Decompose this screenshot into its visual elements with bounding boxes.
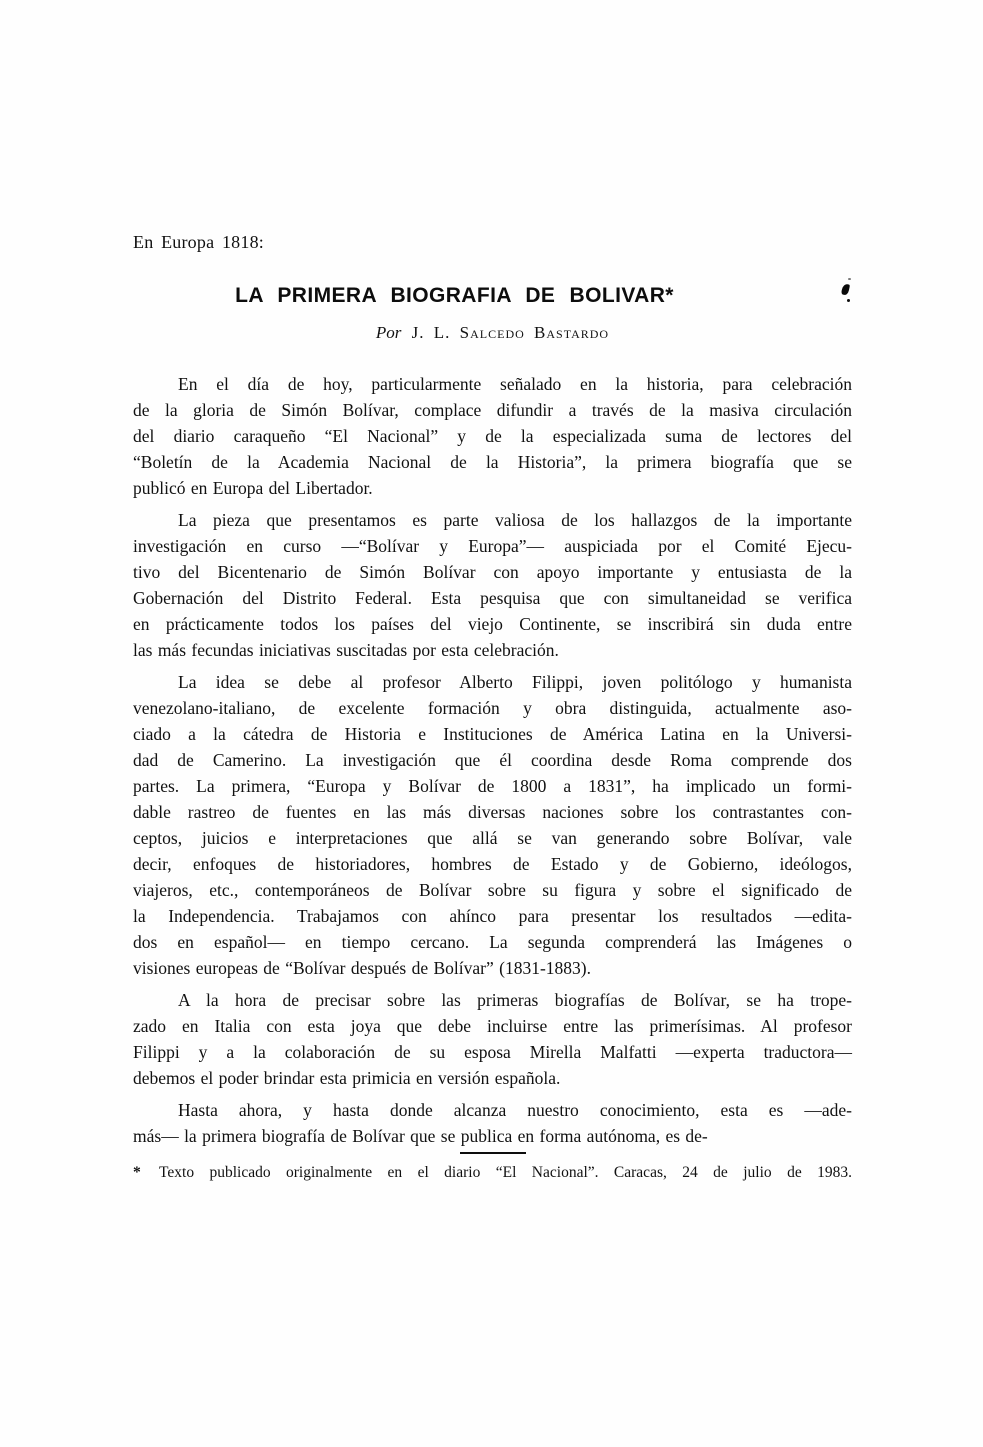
byline-prefix: Por bbox=[375, 323, 402, 342]
text-line: ciado a la cátedra de Historia e Instituciones de América Latina en la Universi- bbox=[133, 724, 852, 744]
paragraph bbox=[133, 1097, 852, 1149]
text-line: Hasta ahora, y hasta donde alcanza nuestro conocimiento, esta es —ade- bbox=[178, 1100, 852, 1120]
text-line: en prácticamente todos los países del viejo Continente, se inscribirá sin duda entre bbox=[133, 614, 852, 634]
text-line: visiones europeas de “Bolívar después de Bolívar” (1831-1883). bbox=[133, 958, 591, 978]
text-line: viajeros, etc., contemporáneos de Bolívar sobre su figura y sobre el significado de bbox=[133, 880, 852, 900]
paragraph bbox=[133, 371, 852, 501]
text-line: En el día de hoy, particularmente señalado en la historia, para celebración bbox=[178, 374, 852, 394]
footnote bbox=[133, 1162, 852, 1184]
text-line: más— la primera biografía de Bolívar que se publica en forma autónoma, es de- bbox=[133, 1126, 708, 1146]
paragraph bbox=[133, 987, 852, 1091]
text-line: dos en español— en tiempo cercano. La segunda comprenderá las Imágenes o bbox=[133, 932, 852, 952]
text-line: La idea se debe al profesor Alberto Filippi, joven politólogo y humanista bbox=[178, 672, 852, 692]
text-line: Gobernación del Distrito Federal. Esta pesquisa que con simultaneidad se verifica bbox=[133, 588, 852, 608]
text-line: debemos el poder brindar esta primicia en versión española. bbox=[133, 1068, 561, 1088]
paragraph bbox=[133, 669, 852, 981]
text-line: del diario caraqueño “El Nacional” y de la especializada suma de lectores del bbox=[133, 426, 852, 446]
byline bbox=[133, 323, 852, 343]
article-title: LA PRIMERA BIOGRAFIA DE BOLIVAR* bbox=[235, 284, 674, 307]
text-line: “Boletín de la Academia Nacional de la Historia”, la primera biografía que se bbox=[133, 452, 852, 472]
text-line: de la gloria de Simón Bolívar, complace difundir a través de la masiva circulación bbox=[133, 400, 852, 420]
footnote-marker: * bbox=[133, 1164, 141, 1181]
kicker: En Europa 1818: bbox=[133, 232, 264, 252]
text-line: A la hora de precisar sobre las primeras biografías de Bolívar, se ha trope- bbox=[178, 990, 852, 1010]
article-body bbox=[133, 371, 852, 1149]
text-line: zado en Italia con esta joya que debe incluirse entre las primerísimas. Al profesor bbox=[133, 1016, 852, 1036]
byline-author: J. L. Salcedo Bastardo bbox=[411, 323, 610, 342]
text-line: venezolano-italiano, de excelente formación y obra distinguida, actualmente aso- bbox=[133, 698, 852, 718]
footnote-text: Texto publicado originalmente en el diario “El Nacional”. Caracas, 24 de julio de 1983. bbox=[159, 1164, 852, 1181]
paragraph bbox=[133, 507, 852, 663]
text-line: investigación en curso —“Bolívar y Europa”— auspiciada por el Comité Ejecu- bbox=[133, 536, 852, 556]
text-line: publicó en Europa del Libertador. bbox=[133, 478, 373, 498]
text-line: tivo del Bicentenario de Simón Bolívar con apoyo importante y entusiasta de la bbox=[133, 562, 852, 582]
text-line: Filippi y a la colaboración de su esposa Mirella Malfatti —experta traductora— bbox=[133, 1042, 852, 1062]
text-line: dable rastreo de fuentes en las más diversas naciones sobre los contrastantes con- bbox=[133, 802, 852, 822]
footnote-rule bbox=[460, 1152, 526, 1154]
text-line: decir, enfoques de historiadores, hombres de Estado y de Gobierno, ideólogos, bbox=[133, 854, 852, 874]
text-line: partes. La primera, “Europa y Bolívar de 1800 a 1831”, ha implicado un formi- bbox=[133, 776, 852, 796]
text-line: dad de Camerino. La investigación que él coordina desde Roma comprende dos bbox=[133, 750, 852, 770]
text-line: La pieza que presentamos es parte valiosa de los hallazgos de la importante bbox=[178, 510, 852, 530]
text-line: ceptos, juicios e interpretaciones que allá se van generando sobre Bolívar, vale bbox=[133, 828, 852, 848]
text-line: las más fecundas iniciativas suscitadas por esta celebración. bbox=[133, 640, 559, 660]
page-content bbox=[133, 0, 852, 1184]
text-line: la Independencia. Trabajamos con ahínco para presentar los resultados —edita- bbox=[133, 906, 852, 926]
